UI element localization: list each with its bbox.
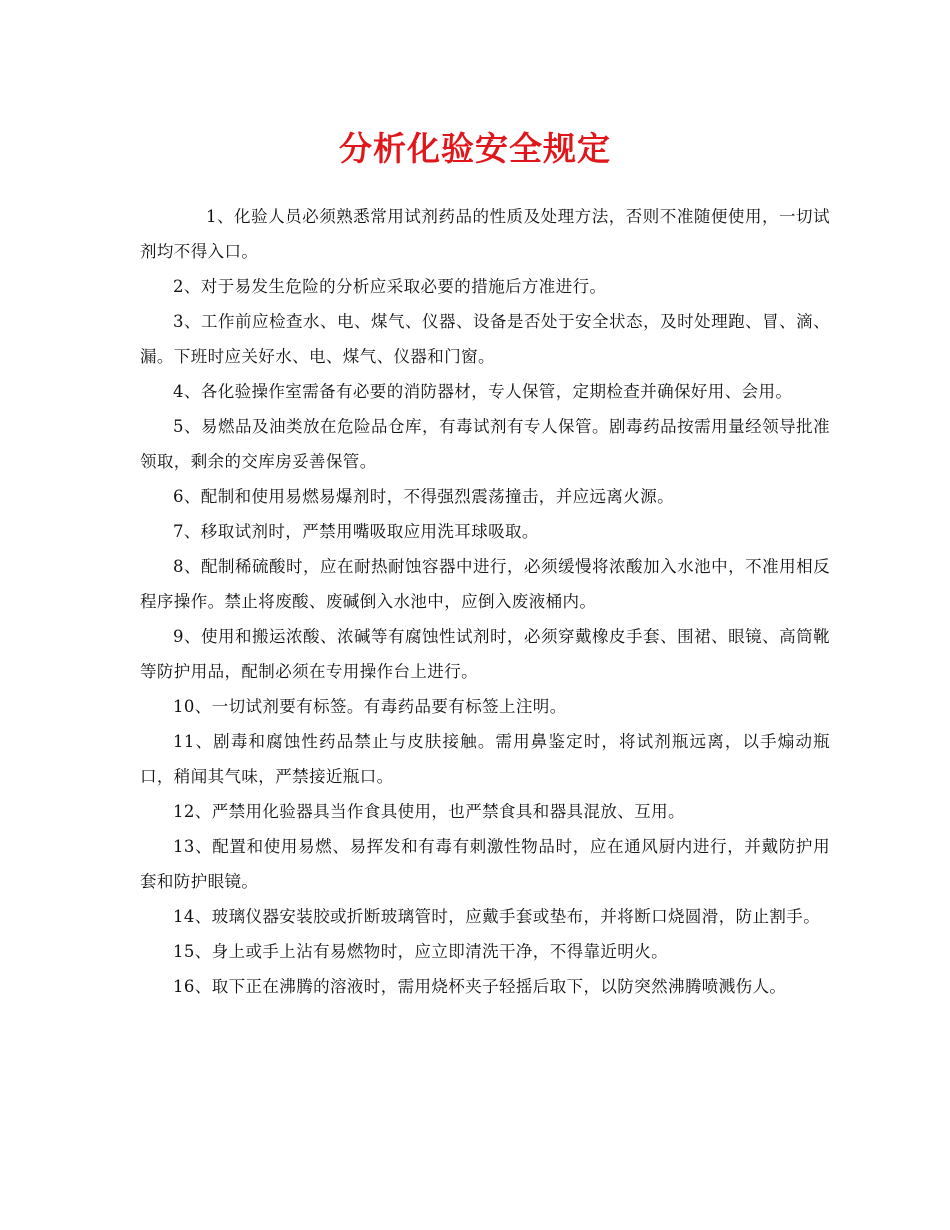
rule-item-15: 15、身上或手上沾有易燃物时，应立即清洗干净，不得靠近明火。 [173,942,668,961]
rule-item-1: 1、化验人员必须熟悉常用试剂药品的性质及处理方法，否则不准随便使用，一切试剂均不得入口。 [140,207,830,261]
rule-item-12: 12、严禁用化验器具当作食具使用，也严禁食具和器具混放、互用。 [173,802,685,821]
rule-item-6: 6、配制和使用易燃易爆剂时，不得强烈震荡撞击，并应远离火源。 [173,487,674,506]
rule-item-3: 3、工作前应检查水、电、煤气、仪器、设备是否处于安全状态，及时处理跑、冒、滴、漏。下班时应关好水、电、煤气、仪器和门窗。 [140,312,830,366]
rule-item-13: 13、配置和使用易燃、易挥发和有毒有刺激性物品时，应在通风厨内进行，并戴防护用套和防护眼镜。 [140,837,830,891]
rules-list [140,199,830,1004]
rule-item-5: 5、易燃品及油类放在危险品仓库，有毒试剂有专人保管。剧毒药品按需用量经领导批准领取，剩余的交库房妥善保管。 [140,417,830,471]
rule-item-2: 2、对于易发生危险的分析应采取必要的措施后方准进行。 [173,277,607,296]
document-title: 分析化验安全规定 [339,129,611,168]
rule-item-14: 14、玻璃仪器安装胶或折断玻璃管时，应戴手套或垫布，并将断口烧圆滑，防止割手。 [173,907,821,926]
rule-item-10: 10、一切试剂要有标签。有毒药品要有标签上注明。 [173,697,567,716]
rule-item-4: 4、各化验操作室需备有必要的消防器材，专人保管，定期检查并确保好用、会用。 [173,382,793,401]
rule-item-11: 11、剧毒和腐蚀性药品禁止与皮肤接触。需用鼻鉴定时，将试剂瓶远离，以手煽动瓶口，稍闻其气味，严禁接近瓶口。 [140,732,830,786]
rule-item-8: 8、配制稀硫酸时，应在耐热耐蚀容器中进行，必须缓慢将浓酸加入水池中，不准用相反程序操作。禁止将废酸、废碱倒入水池中，应倒入废液桶内。 [140,557,830,611]
rule-item-16: 16、取下正在沸腾的溶液时，需用烧杯夹子轻摇后取下，以防突然沸腾喷溅伤人。 [173,977,787,996]
rule-item-7: 7、移取试剂时，严禁用嘴吸取应用洗耳球吸取。 [173,522,539,541]
rule-item-9: 9、使用和搬运浓酸、浓碱等有腐蚀性试剂时，必须穿戴橡皮手套、围裙、眼镜、高筒靴等防护用品，配制必须在专用操作台上进行。 [140,627,830,681]
